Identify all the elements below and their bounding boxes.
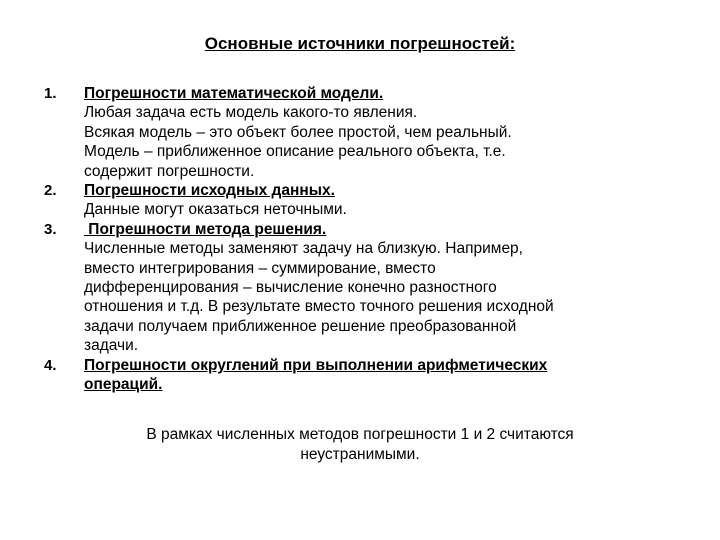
list-item	[44, 220, 684, 356]
list-item-text: отношения и т.д. В результате вместо точного решения исходной	[84, 298, 554, 316]
list-item-heading: Погрешности метода решения.	[84, 220, 327, 238]
conclusion-line: неустранимыми.	[300, 446, 420, 463]
list-item	[44, 84, 684, 181]
list-item-number: 2.	[44, 182, 57, 200]
list-item-number: 4.	[44, 356, 57, 374]
list-item-text: Любая задача есть модель какого-то явления.	[84, 104, 418, 122]
list-item-text: содержит погрешности.	[84, 162, 255, 180]
conclusion-text	[0, 425, 720, 465]
list-item-heading: операций.	[84, 376, 163, 394]
list-item	[44, 356, 684, 395]
list-item-text: задачи получаем приближенное решение преобразованной	[84, 317, 517, 335]
list-item-heading: Погрешности математической модели.	[84, 85, 384, 102]
slide-title: Основные источники погрешностей:	[204, 34, 516, 53]
list-item-number: 3.	[44, 220, 57, 238]
list-item	[44, 181, 684, 220]
list-item-text: Модель – приближенное описание реального объекта, т.е.	[84, 143, 506, 161]
list-item-heading: Погрешности исходных данных.	[84, 182, 335, 200]
list-item-number: 1.	[44, 85, 57, 102]
list-item-text: Численные методы заменяют задачу на близкую. Например,	[84, 240, 523, 258]
list-item-text: дифференцирования – вычисление конечно разностного	[84, 279, 497, 297]
conclusion-line: В рамках численных методов погрешности 1 и 2 считаются	[146, 426, 574, 443]
list-item-text: Данные могут оказаться неточными.	[84, 201, 347, 219]
list-item-heading: Погрешности округлений при выполнении арифметических	[84, 356, 548, 374]
list-item-text: Всякая модель – это объект более простой, чем реальный.	[84, 123, 512, 141]
list-item-text: вместо интегрирования – суммирование, вместо	[84, 259, 436, 277]
list-item-text: задачи.	[84, 337, 139, 355]
error-sources-list	[44, 84, 684, 395]
